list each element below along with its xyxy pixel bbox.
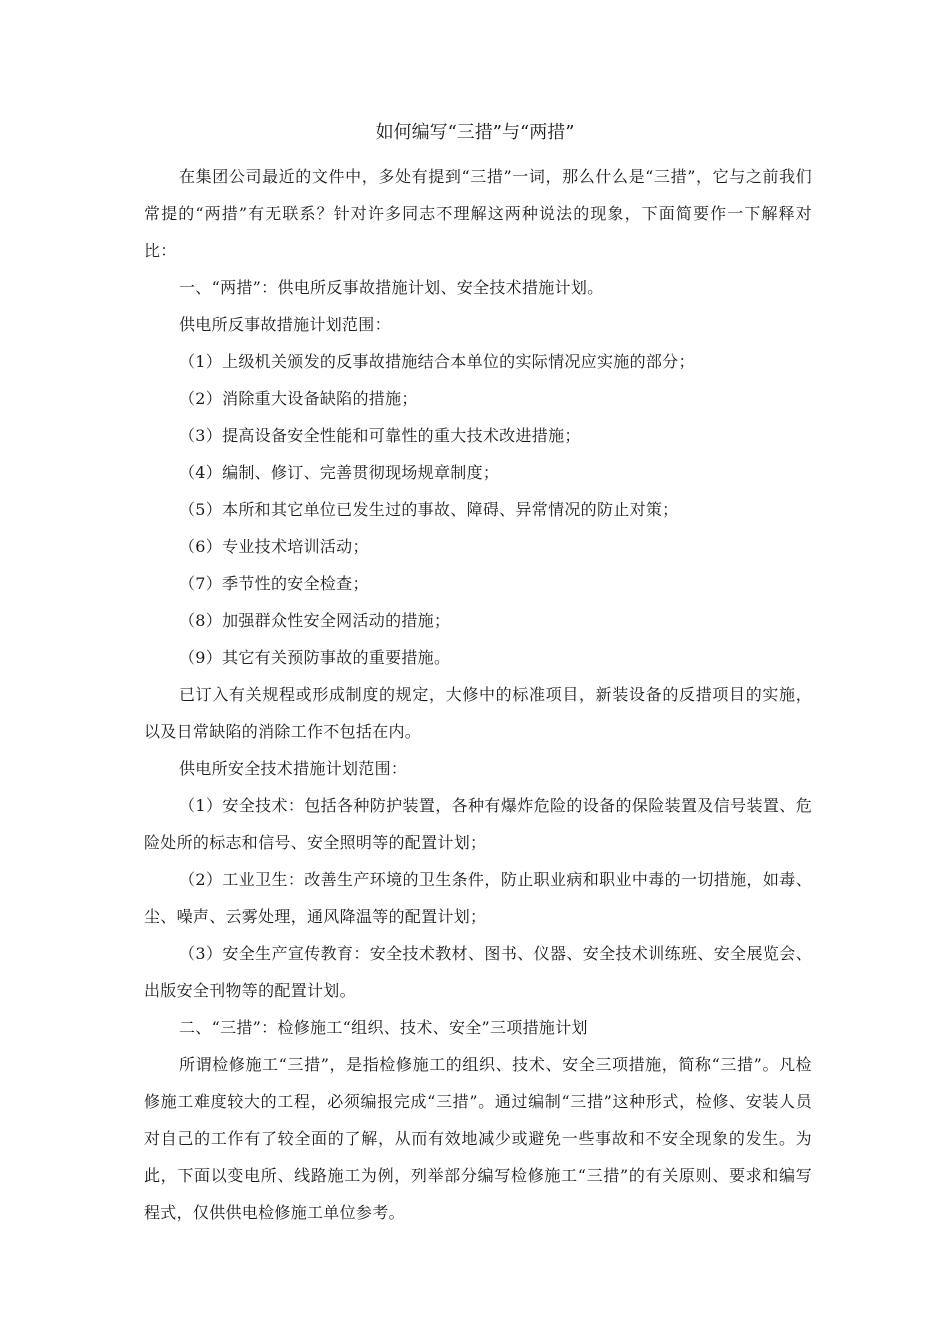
list-item: （8）加强群众性安全网活动的措施； — [179, 611, 451, 630]
subheading-safety-tech-scope: 供电所安全技术措施计划范围： — [179, 759, 408, 778]
list-item: （2）消除重大设备缺陷的措施； — [179, 389, 418, 408]
section-heading-two-measures: 一、“两措”：供电所反事故措施计划、安全技术措施计划。 — [179, 278, 604, 297]
document-body — [144, 158, 812, 1231]
list-item: （4）编制、修订、完善贯彻现场规章制度； — [179, 463, 500, 482]
section-heading-three-measures: 二、“三措”：检修施工“组织、技术、安全”三项措施计划 — [179, 1018, 588, 1037]
list-item: （5）本所和其它单位已发生过的事故、障碍、异常情况的防止对策； — [179, 500, 679, 519]
list-item: （1）安全技术：包括各种防护装置，各种有爆炸危险的设备的保险装置及信号装置、危险处所的标志和信号、安全照明等的配置计划； — [144, 796, 812, 852]
list-item: （2）工业卫生：改善生产环境的卫生条件，防止职业病和职业中毒的一切措施，如毒、尘、噪声、云雾处理，通风降温等的配置计划； — [144, 870, 812, 926]
intro-paragraph: 在集团公司最近的文件中，多处有提到“三措”一词，那么什么是“三措”，它与之前我们常提的“两措”有无联系？针对许多同志不理解这两种说法的现象，下面简要作一下解释对比： — [144, 167, 812, 260]
list-item: （9）其它有关预防事故的重要措施。 — [179, 648, 451, 667]
list-item: （6）专业技术培训活动； — [179, 537, 369, 556]
subheading-anti-accident-scope: 供电所反事故措施计划范围： — [179, 315, 391, 334]
list-item: （3）提高设备安全性能和可靠性的重大技术改进措施； — [179, 426, 581, 445]
exclusion-paragraph: 已订入有关规程或形成制度的规定，大修中的标准项目，新装设备的反措项目的实施，以及日常缺陷的消除工作不包括在内。 — [144, 685, 812, 741]
list-item: （3）安全生产宣传教育：安全技术教材、图书、仪器、安全技术训练班、安全展览会、出版安全刊物等的配置计划。 — [144, 944, 812, 1000]
list-item: （1）上级机关颁发的反事故措施结合本单位的实际情况应实施的部分； — [179, 352, 695, 371]
document-title: 如何编写“三措”与“两措” — [375, 122, 575, 143]
list-item: （7）季节性的安全检查； — [179, 574, 369, 593]
closing-paragraph: 所谓检修施工“三措”，是指检修施工的组织、技术、安全三项措施，简称“三措”。凡检修施工难度较大的工程，必须编报完成“三措”。通过编制“三措”这种形式，检修、安装人员对自己的工作有了较全面的了解，从而有效地减少或避免一些事故和不安全现象的发生。为此，下面以变电所、线路施工为例，列举部分编写检修施工“三措”的有关原则、要求和编写程式，仅供供电检修施工单位参考。 — [144, 1055, 812, 1222]
